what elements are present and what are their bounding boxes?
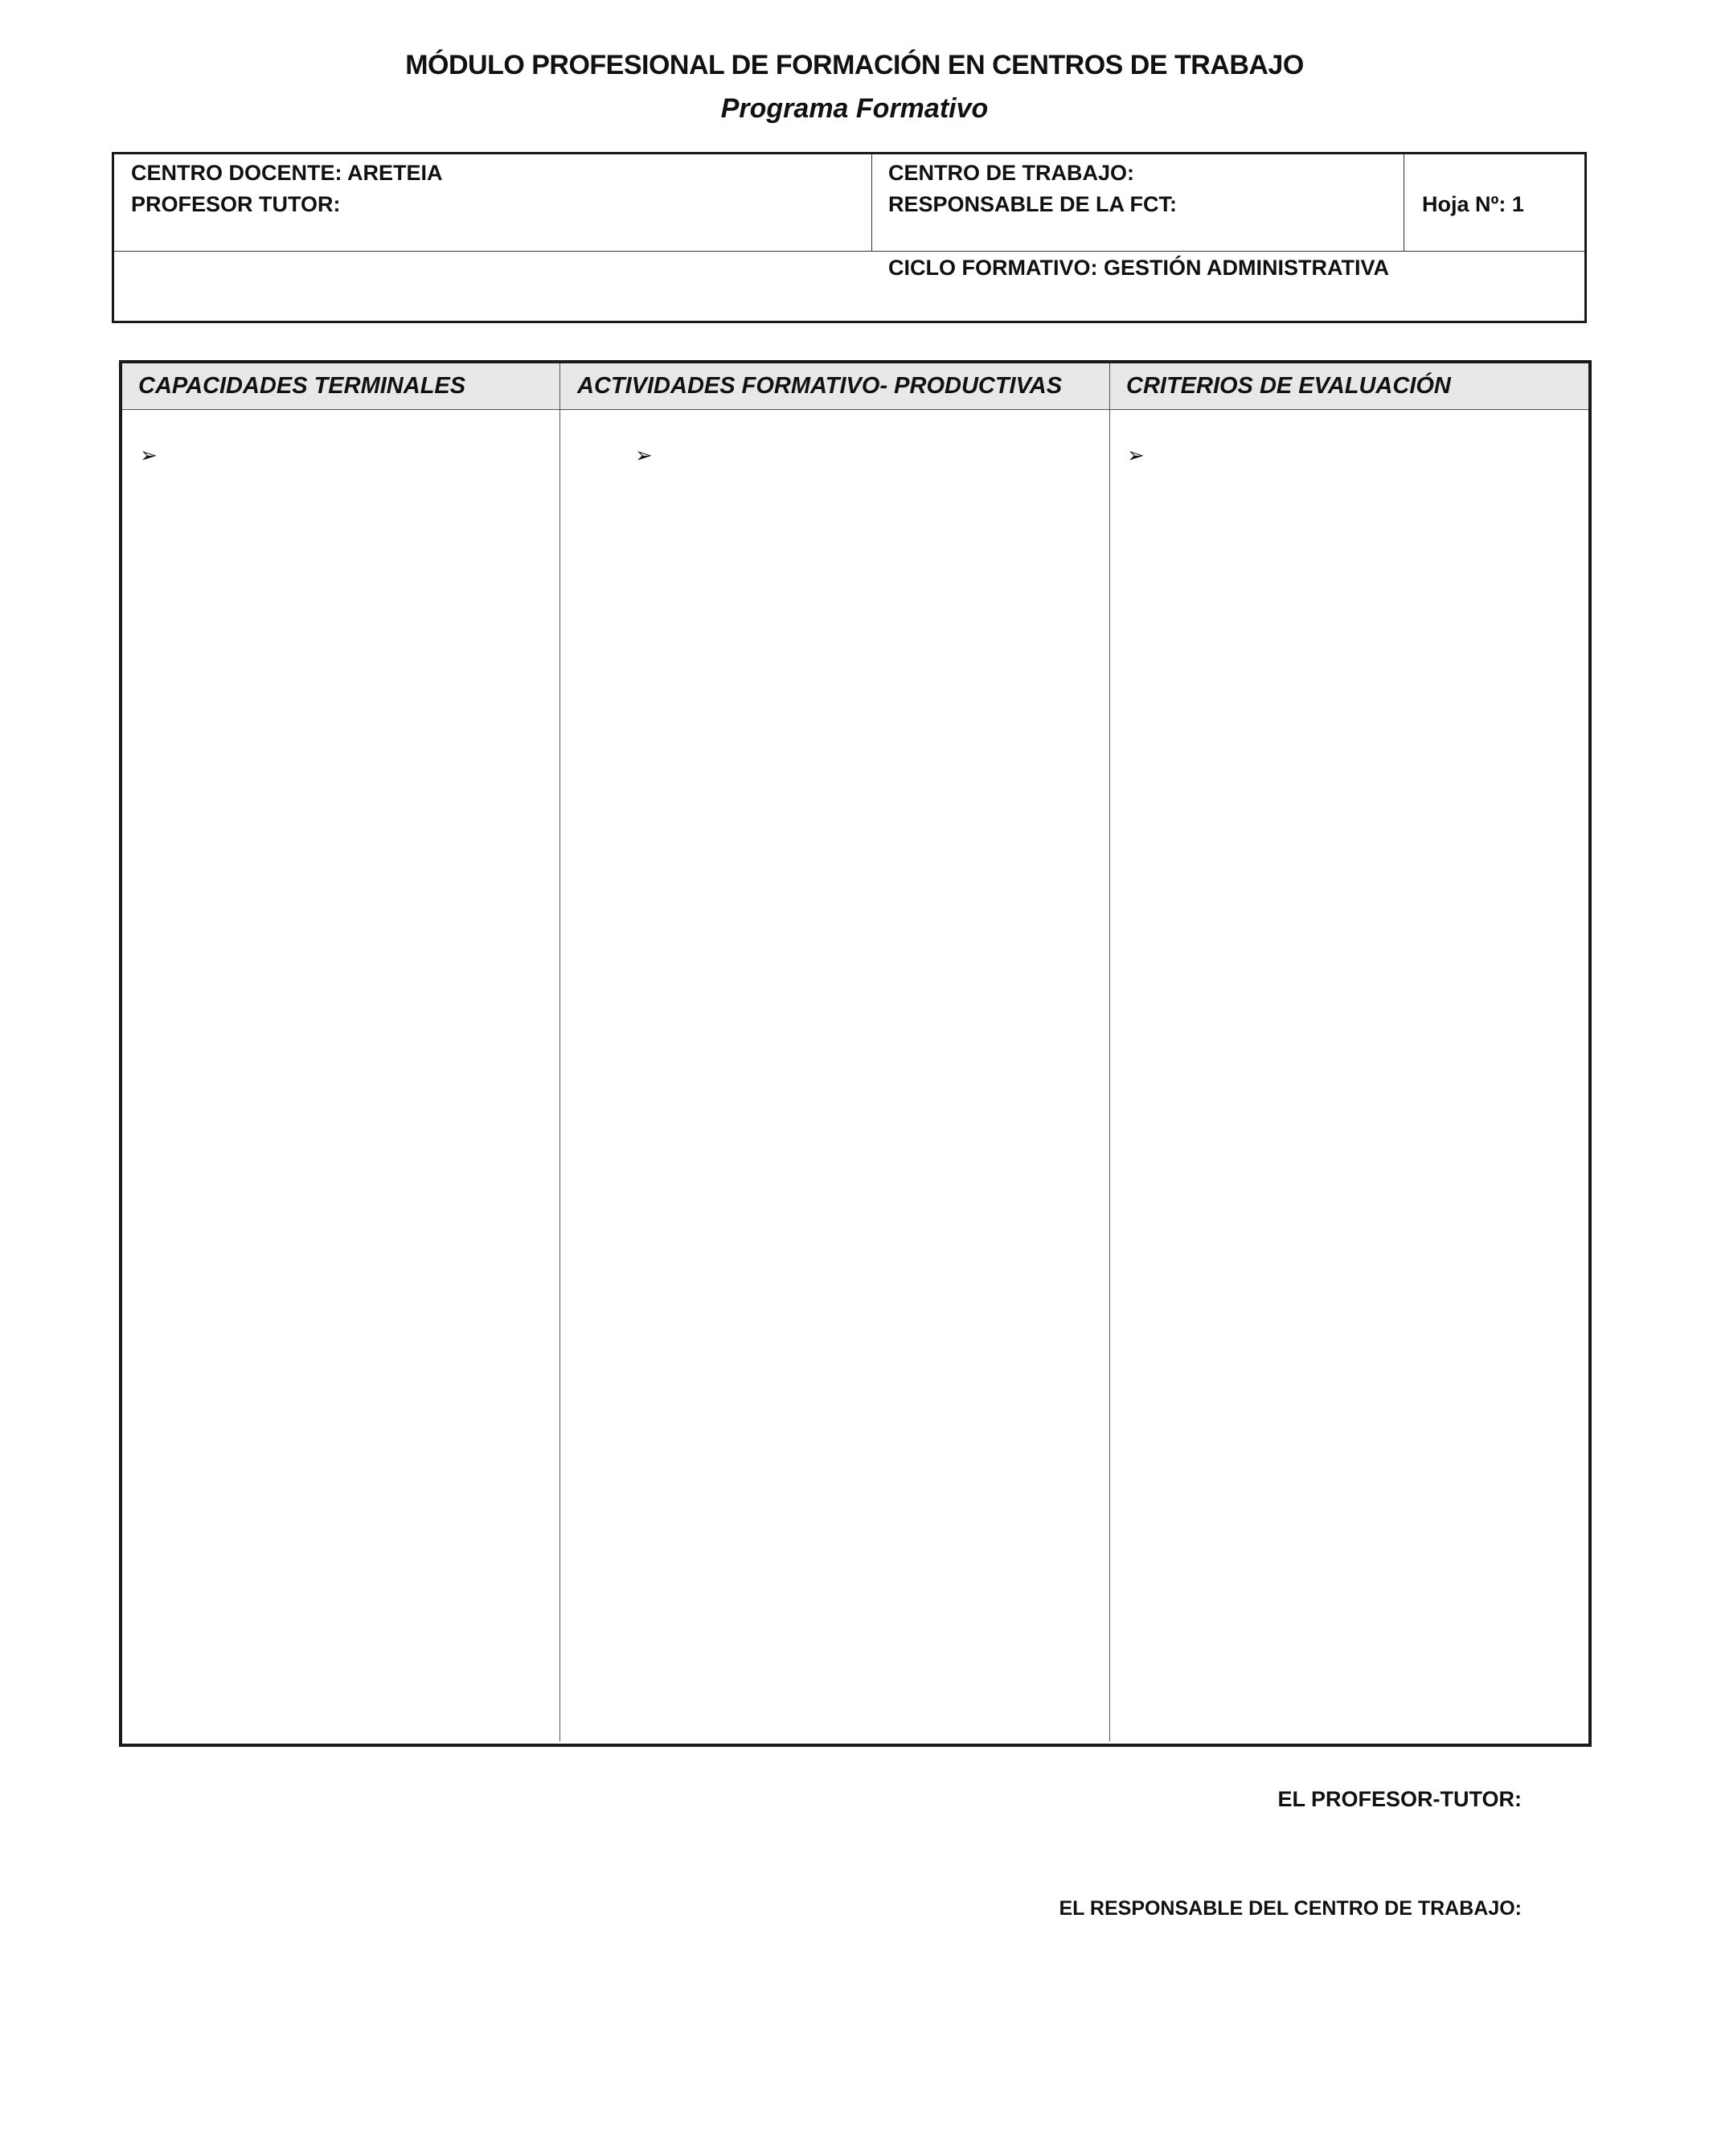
column-header-capacidades: CAPACIDADES TERMINALES — [138, 373, 466, 399]
ciclo-formativo-label: CICLO FORMATIVO: GESTIÓN ADMINISTRATIVA — [888, 256, 1389, 280]
document-subtitle: Programa Formativo — [720, 93, 989, 124]
hoja-number: Hoja Nº: 1 — [1422, 192, 1524, 216]
arrow-bullet-icon: ➢ — [140, 444, 158, 468]
centro-trabajo-label: CENTRO DE TRABAJO: — [888, 161, 1135, 185]
arrow-bullet-icon: ➢ — [635, 444, 653, 468]
profesor-tutor-label: PROFESOR TUTOR: — [131, 192, 341, 216]
programa-table — [119, 360, 1592, 1747]
document-title: MÓDULO PROFESIONAL DE FORMACIÓN EN CENTROS DE TRABAJO — [405, 50, 1304, 80]
info-box — [112, 152, 1587, 323]
arrow-bullet-icon: ➢ — [1127, 444, 1145, 468]
signature-profesor-tutor: EL PROFESOR-TUTOR: — [1277, 1787, 1522, 1811]
column-divider — [559, 363, 560, 1741]
info-divider-horizontal — [114, 251, 1584, 252]
centro-docente-label: CENTRO DOCENTE: ARETEIA — [131, 161, 443, 185]
column-header-criterios: CRITERIOS DE EVALUACIÓN — [1126, 373, 1451, 399]
column-header-actividades: ACTIVIDADES FORMATIVO- PRODUCTIVAS — [577, 373, 1063, 399]
column-divider — [1109, 363, 1110, 1741]
responsable-fct-label: RESPONSABLE DE LA FCT: — [888, 192, 1178, 216]
info-divider-vertical — [871, 154, 872, 251]
signature-responsable-centro: EL RESPONSABLE DEL CENTRO DE TRABAJO: — [1059, 1897, 1522, 1920]
